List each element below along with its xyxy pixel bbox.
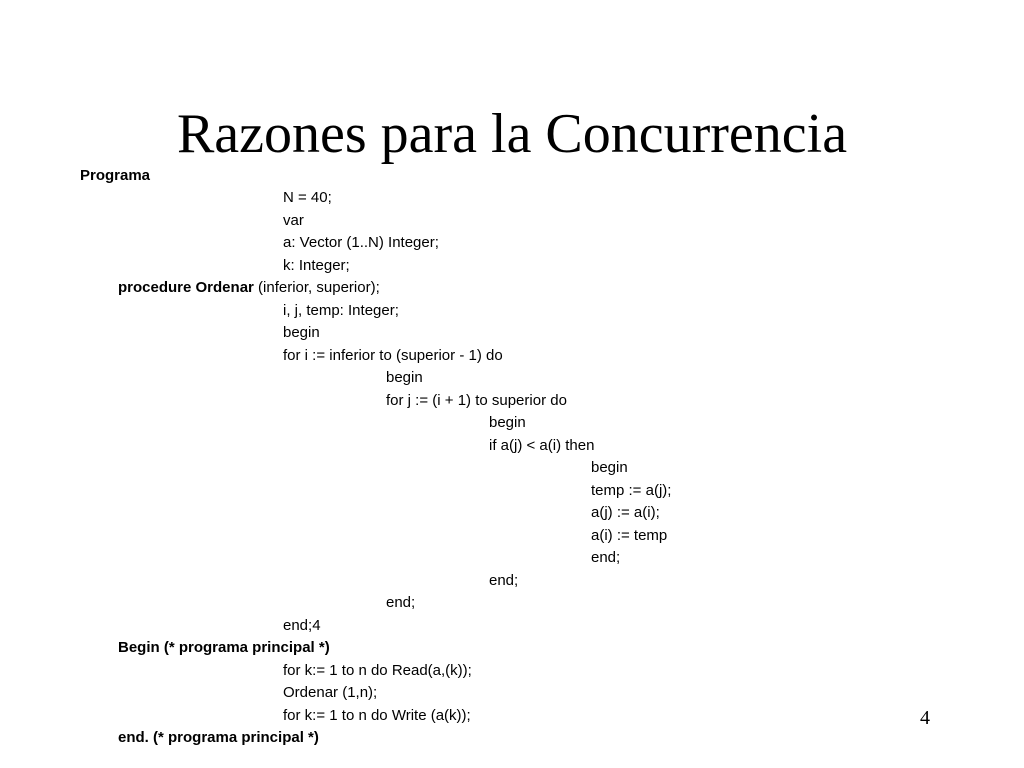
code-line-var: var [283, 212, 304, 229]
code-line-end-1: end;4 [283, 617, 321, 634]
code-line-programa: Programa [80, 167, 151, 184]
code-line-read-loop: for k:= 1 to n do Read(a,(k)); [283, 662, 472, 679]
code-line-if: if a(j) < a(i) then [489, 437, 595, 454]
page-number: 4 [920, 707, 930, 729]
procedure-params: (inferior, superior); [253, 279, 380, 296]
slide-title: Razones para la Concurrencia [176, 103, 848, 165]
code-line-k-decl: k: Integer; [283, 257, 350, 274]
code-line-end-4: end; [591, 549, 621, 566]
code-line-end-2: end; [386, 594, 416, 611]
code-line-ai-assign: a(i) := temp [591, 527, 668, 544]
code-line-begin-3: begin [489, 414, 526, 431]
code-line-a-decl: a: Vector (1..N) Integer; [283, 234, 439, 251]
code-line-temp-assign: temp := a(j); [591, 482, 672, 499]
code-line-procedure [118, 277, 380, 299]
procedure-keyword: procedure Ordenar [118, 279, 254, 296]
code-line-end-3: end; [489, 572, 519, 589]
code-line-aj-assign: a(j) := a(i); [591, 504, 660, 521]
code-line-n-decl: N = 40; [283, 189, 332, 206]
code-line-begin-4: begin [591, 459, 628, 476]
code-line-for-i: for i := inferior to (superior - 1) do [283, 347, 503, 364]
code-line-for-j: for j := (i + 1) to superior do [386, 392, 567, 409]
code-line-main-end: end. (* programa principal *) [118, 729, 319, 746]
code-line-locals: i, j, temp: Integer; [283, 302, 399, 319]
code-line-call-ordenar: Ordenar (1,n); [283, 684, 378, 701]
code-line-begin-1: begin [283, 324, 320, 341]
code-line-write-loop: for k:= 1 to n do Write (a(k)); [283, 707, 471, 724]
code-line-begin-2: begin [386, 369, 423, 386]
code-line-main-begin: Begin (* programa principal *) [118, 639, 330, 656]
